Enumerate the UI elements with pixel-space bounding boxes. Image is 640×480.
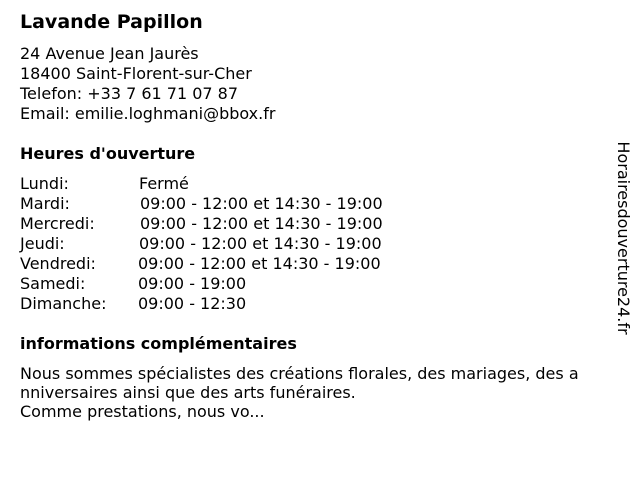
- opening-time: 09:00 - 12:30: [138, 294, 247, 313]
- day-label: Mardi:: [20, 194, 70, 213]
- day-label: Jeudi:: [20, 234, 65, 253]
- hours-row-sunday: [20, 294, 383, 314]
- opening-time: 09:00 - 19:00: [138, 274, 247, 293]
- email-address: Email: emilie.loghmani@bbox.fr: [20, 104, 276, 123]
- city-address: 18400 Saint-Florent-sur-Cher: [20, 64, 252, 83]
- opening-time: Fermé: [139, 174, 189, 193]
- info-heading: informations complémentaires: [20, 334, 297, 353]
- day-label: Vendredi:: [20, 254, 96, 273]
- info-description: [20, 364, 630, 421]
- phone-number: Telefon: +33 7 61 71 07 87: [20, 84, 239, 103]
- day-label: Samedi:: [20, 274, 86, 293]
- hours-table: [20, 174, 383, 314]
- hours-row-wednesday: [20, 214, 383, 234]
- hours-row-friday: [20, 254, 383, 274]
- day-label: Lundi:: [20, 174, 69, 193]
- opening-time: 09:00 - 12:00 et 14:30 - 19:00: [140, 194, 383, 213]
- opening-time: 09:00 - 12:00 et 14:30 - 19:00: [139, 234, 382, 253]
- opening-time: 09:00 - 12:00 et 14:30 - 19:00: [138, 254, 381, 273]
- hours-row-saturday: [20, 274, 383, 294]
- contact-block: [20, 44, 275, 124]
- business-name: Lavande Papillon: [20, 11, 203, 33]
- description-line: nniversaires ainsi que des arts funéraires.: [20, 383, 356, 402]
- description-line: Nous sommes spécialistes des créations florales, des mariages, des a: [20, 364, 579, 383]
- street-address: 24 Avenue Jean Jaurès: [20, 44, 199, 63]
- day-label: Dimanche:: [20, 294, 107, 313]
- hours-row-tuesday: [20, 194, 383, 214]
- description-line: Comme prestations, nous vo...: [20, 402, 265, 421]
- opening-time: 09:00 - 12:00 et 14:30 - 19:00: [140, 214, 383, 233]
- day-label: Mercredi:: [20, 214, 95, 233]
- hours-heading: Heures d'ouverture: [20, 144, 196, 163]
- hours-row-thursday: [20, 234, 383, 254]
- site-watermark: Horairesdouverture24.fr: [614, 141, 633, 335]
- hours-row-monday: [20, 174, 383, 194]
